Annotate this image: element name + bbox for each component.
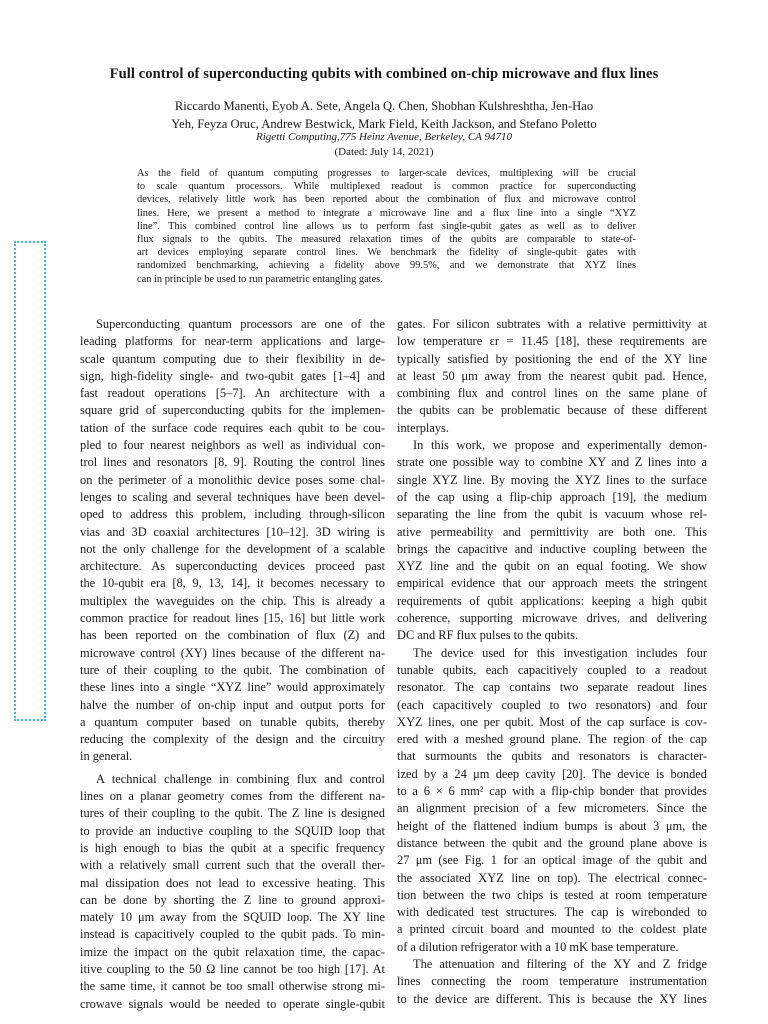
abstract-line: randomized benchmarking, achieving a fidelity above 99.5%, and we demonstrate that XYZ lines (137, 260, 636, 272)
body-text-line: lines on a planar geometry comes from the different na- (80, 789, 385, 804)
body-text-line: of a dilution refrigerator with a 10 mK base temperature. (397, 939, 679, 954)
body-column-left (80, 316, 385, 1013)
body-text-line: halve the number of on-chip input and output ports for (80, 697, 385, 712)
body-column-right (397, 316, 707, 1008)
body-text-line: Superconducting quantum processors are one of the (96, 317, 385, 331)
body-text-line: empirical evidence that our approach meets the stringent (397, 576, 707, 591)
body-text-line: square grid of superconducting qubits for the implemen- (80, 403, 385, 418)
body-text-line: of the cap using a flip-chip approach [19], the medium (397, 489, 707, 504)
body-text-line: sign, high-fidelity single- and two-qubit gates [1–4] and (80, 368, 385, 383)
body-text-line: the associated XYZ line on top). The electrical connec- (397, 870, 707, 885)
body-text-line: oped to address this problem, including through-silicon (80, 507, 385, 522)
body-text-line: a printed circuit board and mounted to the coldest plate (397, 922, 707, 937)
body-text-line: ture of their coupling to the qubit. The combination of (80, 662, 385, 677)
body-text-line: separating the line from the qubit is vacuum whose rel- (397, 507, 707, 522)
body-text-line: low temperature εr = 11.45 [18], these requirements are (397, 334, 707, 349)
body-text-line: an alignment precision of a few micrometers. Since the (397, 801, 707, 816)
body-text-line: lenges to scaling and several techniques have been devel- (80, 489, 385, 504)
abstract-line: lines. Here, we present a method to integrate a microwave line and a flux line into a single “XYZ (137, 207, 636, 219)
body-text-line: mal dissipation does not lead to excessive heating. This (80, 875, 385, 890)
abstract-line: line”. This combined control line allows us to perform fast single-qubit gates as well as to deliver (137, 220, 636, 232)
body-text-line: trol lines and resonators [8, 9]. Routing the control lines (80, 455, 385, 470)
body-text-line: to a 6 × 6 mm² cap with a flip-chip bonder that provides (397, 784, 707, 799)
body-text-line: tation of the surface code requires each qubit to be cou- (80, 420, 385, 435)
body-text-line: with a relatively small current such that the overall ther- (80, 858, 385, 873)
body-text-line: A technical challenge in combining flux and control (96, 771, 385, 786)
body-text-line: combining flux and control lines on the same plane of (397, 386, 707, 401)
body-text-line: single XYZ line. By moving the XYZ lines to the surface (397, 472, 707, 487)
body-text-line: these lines into a single “XYZ line” would approximately (80, 680, 385, 695)
body-text-line: at least 50 μm away from the nearest qubit pad. Hence, (397, 368, 707, 383)
body-text-line: tunable qubits, each capacitively coupled to a readout (397, 662, 707, 677)
body-text-line: lines connecting the room temperature instrumentation (397, 974, 707, 989)
body-text-line: is high enough to bias the qubit at a specific frequency (80, 840, 385, 855)
body-text-line: distance between the qubit and the ground plane above is (397, 835, 707, 850)
body-text-line: requirements of qubit applications: keeping a high qubit (397, 593, 707, 608)
abstract-line: flux signals to the qubits. The measured relaxation times of the qubits are comparable to state-of- (137, 234, 636, 246)
abstract-line: As the field of quantum computing progresses to larger-scale devices, multiplexing will be crucial (137, 168, 636, 179)
body-text-line: on the perimeter of a monolithic device poses some chal- (80, 472, 385, 487)
body-text-line: ized by a 24 μm deep cavity [20]. The device is bonded (397, 766, 707, 781)
body-text-line: resonator. The cap contains two separate readout lines (397, 680, 707, 695)
body-text-line: common practice for readout lines [15, 16] but little work (80, 611, 385, 626)
margin-dotted-box (14, 241, 46, 721)
body-text-line: architecture. As superconducting devices proceed past (80, 559, 385, 574)
body-text-line: In this work, we propose and experimentally demon- (413, 438, 707, 453)
body-text-line: ative permeability and permittivity are both one. This (397, 524, 707, 539)
body-text-line: imize the impact on the qubit relaxation time, the capac- (80, 944, 385, 959)
body-text-line: not the only challenge for the development of a scalable (80, 541, 385, 556)
body-text-line: XYZ lines, one per qubit. Most of the cap surface is cov- (397, 714, 707, 729)
body-text-line: with dedicated test structures. The cap is wirebonded to (397, 905, 707, 920)
body-text-line: crowave signals would be needed to operate single-qubit (80, 996, 385, 1011)
body-text-line: scale quantum computing due to their flexibility in de- (80, 351, 385, 366)
body-text-line: interplays. (397, 420, 449, 435)
body-text-line: multiplex the waveguides on the chip. This is already a (80, 593, 385, 608)
body-text-line: (each capacitively coupled to two resonators) and four (397, 697, 707, 712)
body-text-line: a quantum computer based on tunable qubits, thereby (80, 714, 385, 729)
author-list (120, 97, 648, 133)
body-text-line: that surmounts the qubits and resonators is character- (397, 749, 707, 764)
body-text-line: ered with a meshed ground plane. The region of the cap (397, 732, 707, 747)
body-text-line: pled to four nearest neighbors as well as individual con- (80, 438, 385, 453)
abstract-line: devices, relatively little work has been reported about the combination of flux and microwave control (137, 194, 636, 206)
body-text-line: The attenuation and filtering of the XY and Z fridge (413, 956, 707, 971)
paper-title: Full control of superconducting qubits with combined on-chip microwave and flux lines (109, 66, 659, 82)
body-text-line: instead is capacitively coupled to the qubit pads. To min- (80, 927, 385, 942)
body-text-line: the 10-qubit era [8, 9, 13, 14], it becomes necessary to (80, 576, 385, 591)
abstract-line: can in principle be used to run parametric entangling gates. (137, 273, 383, 285)
body-text-line: itive coupling to the 50 Ω line cannot be too high [17]. At (80, 961, 385, 976)
body-text-line: mately 10 μm away from the SQUID loop. The XY line (80, 910, 385, 925)
body-text-line: reducing the complexity of the design and the circuitry (80, 732, 385, 747)
authors-line-2: Yeh, Feyza Oruc, Andrew Bestwick, Mark Field, Keith Jackson, and Stefano Poletto (171, 117, 597, 131)
body-text-line: height of the flattened indium bumps is about 3 μm, the (397, 818, 707, 833)
body-text-line: in general. (80, 749, 133, 764)
body-text-line: tion between the two chips is tested at room temperature (397, 887, 707, 902)
body-text-line: coherence, supporting microwave drives, and delivering (397, 611, 707, 626)
body-text-line: brings the capacitive and inductive coupling between the (397, 541, 707, 556)
abstract-line: art devices employing separate control lines. We benchmark the fidelity of single-qubit gates with (137, 247, 636, 259)
body-text-line: has been reported on the combination of flux (Z) and (80, 628, 385, 643)
body-text-line: fast readout operations [5–7]. An architecture with a (80, 386, 385, 401)
affiliation: Rigetti Computing,775 Heinz Avenue, Berkeley, CA 94710 (256, 131, 512, 143)
authors-line-1: Riccardo Manenti, Eyob A. Sete, Angela Q. Chen, Shobhan Kulshreshtha, Jen-Hao (174, 99, 594, 113)
body-text-line: to provide an inductive coupling to the SQUID loop that (80, 823, 385, 838)
body-text-line: the same time, it cannot be too small otherwise strong mi- (80, 979, 385, 994)
body-text-line: XYZ line and the qubit on an equal footing. We show (397, 559, 707, 574)
body-text-line: DC and RF flux pulses to the qubits. (397, 628, 579, 643)
body-text-line: typically satisfied by positioning the end of the XY line (397, 351, 707, 366)
abstract (137, 167, 636, 286)
body-text-line: can be done by shorting the Z line to ground approxi- (80, 892, 385, 907)
body-text-line: vias and 3D coaxial architectures [10–12]. 3D wiring is (80, 524, 385, 539)
body-text-line: leading platforms for near-term applications and large- (80, 334, 385, 349)
body-text-line: the qubits can be problematic because of these different (397, 403, 707, 418)
abstract-line: to scale quantum processors. While multiplexed readout is common practice for superconducting (137, 181, 636, 193)
body-text-line: tures of their coupling to the qubit. The Z line is designed (80, 806, 385, 821)
date-line: (Dated: July 14, 2021) (334, 146, 434, 158)
body-text-line: strate one possible way to combine XY and Z lines into a (397, 455, 707, 470)
body-text-line: gates. For silicon subtrates with a relative permittivity at (397, 317, 707, 331)
body-text-line: The device used for this investigation includes four (413, 645, 707, 660)
body-text-line: to the device are different. This is because the XY lines (397, 991, 707, 1006)
body-text-line: 27 μm (see Fig. 1 for an optical image of the qubit and (397, 853, 707, 868)
body-text-line: microwave control (XY) lines because of the different na- (80, 645, 385, 660)
